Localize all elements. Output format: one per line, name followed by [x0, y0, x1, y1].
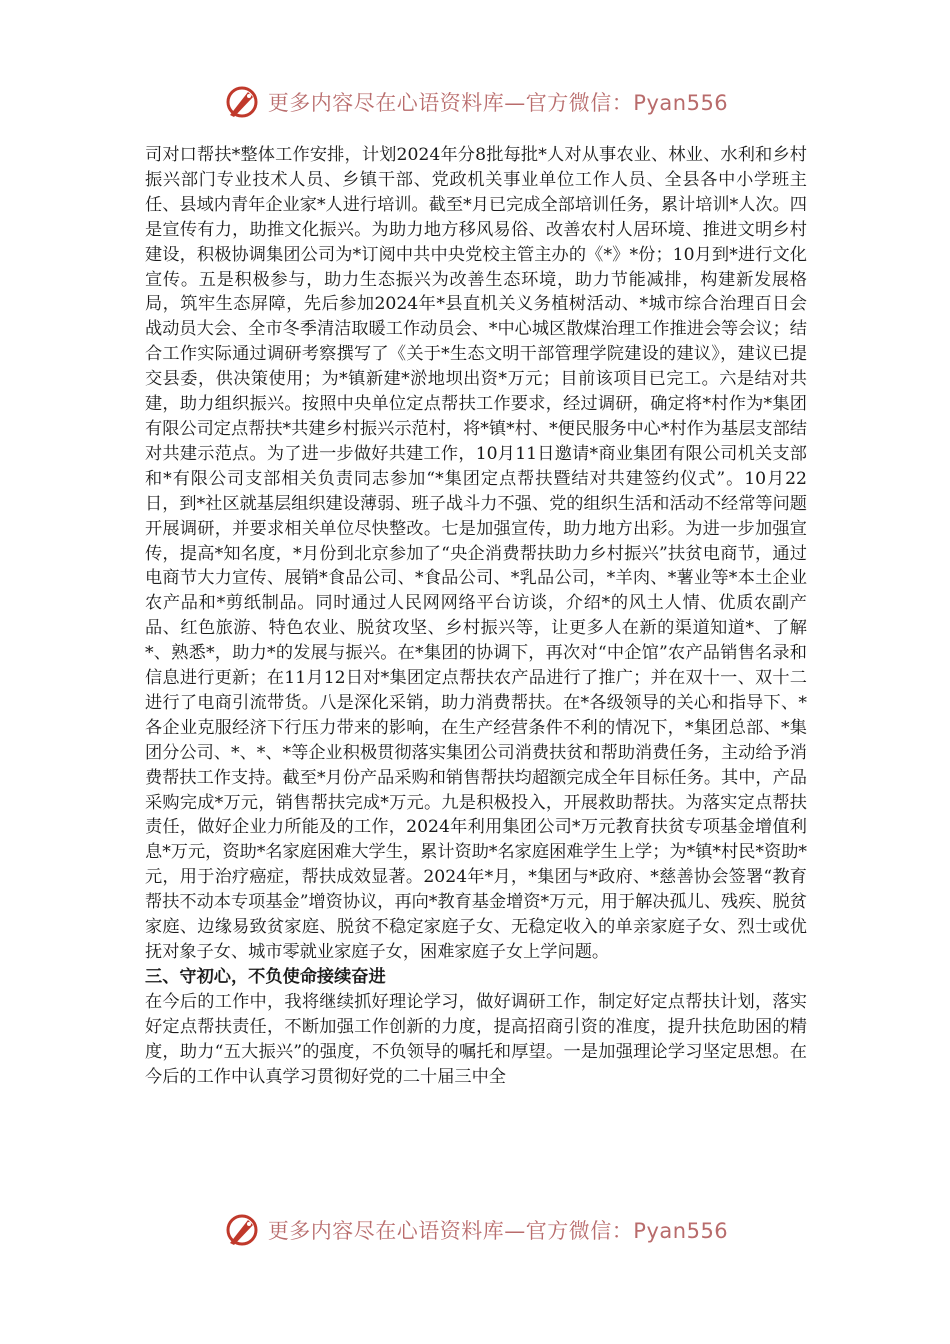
document-body: [145, 143, 807, 1193]
watermark-header: [0, 80, 950, 124]
pen-nib-logo-icon: [222, 1210, 262, 1250]
pen-nib-logo-icon: [222, 82, 262, 122]
body-paragraph: 在今后的工作中，我将继续抓好理论学习，做好调研工作，制定好定点帮扶计划，落实好定点帮扶责任，不断加强工作创新的力度，提高招商引资的准度，提升扶危助困的精度，助力“五大振兴”的强度，不负领导的嘱托和厚望。一是加强理论学习坚定思想。在今后的工作中认真学习贯彻好党的二十届三中全: [145, 991, 807, 1087]
watermark-text: 更多内容尽在心语资料库—官方微信：Pyan556: [267, 91, 729, 115]
watermark-text: 更多内容尽在心语资料库—官方微信：Pyan556: [267, 1219, 729, 1243]
body-paragraph: 司对口帮扶*整体工作安排，计划2024年分8批每批*人对从事农业、林业、水利和乡村振兴部门专业技术人员、乡镇干部、党政机关事业单位工作人员、全县各中小学班主任、县域内青年企业家*人进行培训。截至*月已完成全部培训任务，累计培训*人次。四是宣传有力，助推文化振兴。为助力地方移风易俗、改善农村人居环境、推进文明乡村建设，积极协调集团公司为*订阅中共中央党校主管主办的《*》*份；10月到*进行文化宣传。五是积极参与，助力生态振兴为改善生态环境，助力节能减排，构建新发展格局，筑牢生态屏障，先后参加2024年*县直机关义务植树活动、*城市综合治理百日会战动员大会、全市冬季清洁取暖工作动员会、*中心城区散煤治理工作推进会等会议；结合工作实际通过调研考察撰写了《关于*生态文明干部管理学院建设的建议》，建议已提交县委，供决策使用；为*镇新建*淤地坝出资*万元；目前该项目已完工。六是结对共建，助力组织振兴。按照中央单位定点帮扶工作要求，经过调研，确定将*村作为*集团有限公司定点帮扶*共建乡村振兴示范村，将*镇*村、*便民服务中心*村作为基层支部结对共建示范点。为了进一步做好共建工作，10月11日邀请*商业集团有限公司机关支部和*有限公司支部相关负责同志参加“*集团定点帮扶暨结对共建签约仪式”。10月22日，到*社区就基层组织建设薄弱、班子战斗力不强、党的组织生活和活动不经常等问题开展调研，并要求相关单位尽快整改。七是加强宣传，助力地方出彩。为进一步加强宣传，提高*知名度，*月份到北京参加了“央企消费帮扶助力乡村振兴”扶贫电商节，通过电商节大力宣传、展销*食品公司、*食品公司、*乳品公司，*羊肉、*薯业等*本土企业农产品和*剪纸制品。同时通过人民网网络平台访谈，介绍*的风土人情、优质农副产品、红色旅游、特色农业、脱贫攻坚、乡村振兴等，让更多人在新的渠道知道*、了解*、熟悉*，助力*的发展与振兴。在*集团的协调下，再次对“中企馆”农产品销售名录和信息进行更新；在11月12日对*集团定点帮扶农产品进行了推广；并在双十一、双十二进行了电商引流带货。八是深化采销，助力消费帮扶。在*各级领导的关心和指导下、*各企业克服经济下行压力带来的影响，在生产经营条件不利的情况下，*集团总部、*集团分公司、*、*、*等企业积极贯彻落实集团公司消费扶贫和帮助消费任务，主动给予消费帮扶工作支持。截至*月份产品采购和销售帮扶均超额完成全年目标任务。其中，产品采购完成*万元，销售帮扶完成*万元。九是积极投入，开展救助帮扶。为落实定点帮扶责任，做好企业力所能及的工作，2024年利用集团公司*万元教育扶贫专项基金增值利息*万元，资助*名家庭困难大学生，累计资助*名家庭困难学生上学；为*镇*村民*资助*元，用于治疗癌症，帮扶成效显著。2024年*月，*集团与*政府、*慈善协会签署“教育帮扶不动本专项基金”增资协议，再向*教育基金增资*万元，用于解决孤儿、残疾、脱贫家庭、边缘易致贫家庭、脱贫不稳定家庭子女、无稳定收入的单亲家庭子女、烈士或优抚对象子女、城市零就业家庭子女，困难家庭子女上学问题。: [145, 145, 807, 962]
section-heading: 三、守初心，不负使命接续奋进: [145, 966, 386, 987]
watermark-footer: [0, 1208, 950, 1252]
